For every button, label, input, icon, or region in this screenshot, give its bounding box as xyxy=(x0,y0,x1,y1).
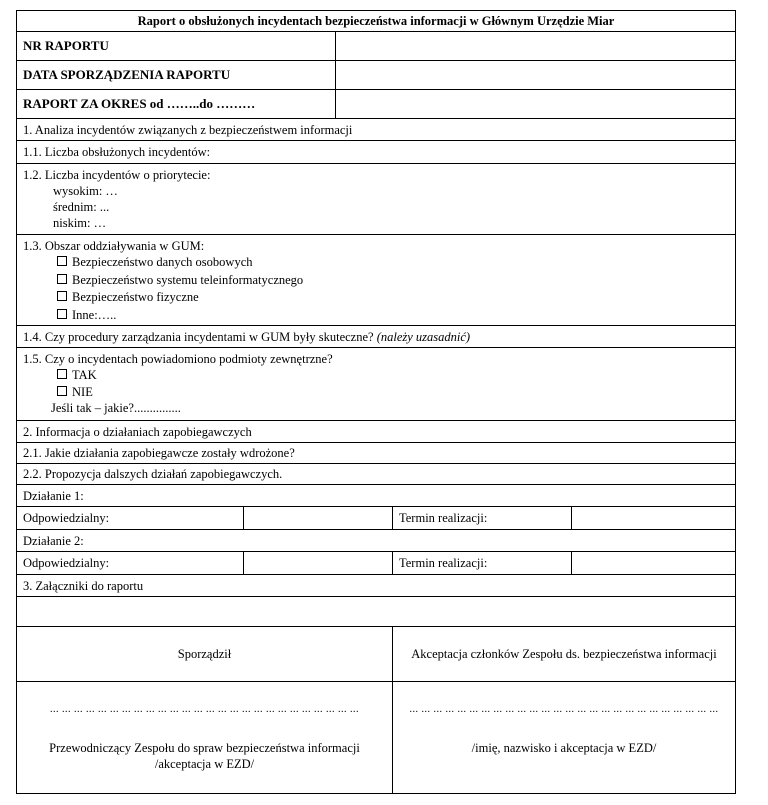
option-it-system[interactable] xyxy=(57,272,729,290)
question-1-3-label: 1.3. Obszar oddziaływania w GUM: xyxy=(23,239,205,253)
question-1-4-note: (należy uzasadnić) xyxy=(376,329,471,344)
checkbox-icon[interactable] xyxy=(57,369,67,379)
prepared-by-label: Sporządził xyxy=(17,627,393,682)
accepted-by-label: Akceptacja członków Zespołu ds. bezpieczeństwa informacji xyxy=(393,627,736,682)
section-2-heading: 2. Informacja o działaniach zapobiegawczych xyxy=(17,421,736,443)
question-1-5 xyxy=(17,348,736,421)
question-1-3 xyxy=(17,235,736,326)
chair-title: Przewodniczący Zespołu do spraw bezpieczeństwa informacji xyxy=(49,741,360,755)
checkbox-icon[interactable] xyxy=(57,386,67,396)
option-yes[interactable] xyxy=(57,367,729,384)
members-acceptance: /imię, nazwisko i akceptacja w EZD/ xyxy=(471,741,657,755)
option-label: Inne:….. xyxy=(72,307,117,322)
action-1-deadline-label: Termin realizacji: xyxy=(393,507,572,530)
incident-report-form xyxy=(16,10,736,794)
priority-high: wysokim: … xyxy=(53,184,118,198)
report-date-field[interactable] xyxy=(336,61,736,90)
form-title: Raport o obsłużonych incydentach bezpieczeństwa informacji w Głównym Urzędzie Miar xyxy=(17,11,736,32)
accepted-by-signature[interactable] xyxy=(393,682,736,794)
priority-medium: średnim: ... xyxy=(53,200,110,214)
report-period-label: RAPORT ZA OKRES od ……..do ……… xyxy=(17,90,336,119)
action-2-deadline-label: Termin realizacji: xyxy=(393,552,572,575)
signature-dots-right: ... ... ... ... ... ... ... ... ... ... ... ... ... ... ... ... ... ... ... ... ... ... ... ... ... ... xyxy=(409,704,719,715)
checkbox-icon[interactable] xyxy=(57,256,67,266)
checkbox-icon[interactable] xyxy=(57,291,67,301)
section-3-heading: 3. Załączniki do raportu xyxy=(17,575,736,597)
question-1-4[interactable] xyxy=(17,326,736,348)
action-1-deadline-field[interactable] xyxy=(572,507,736,530)
prepared-by-signature[interactable] xyxy=(17,682,393,794)
question-2-1[interactable]: 2.1. Jakie działania zapobiegawcze zostały wdrożone? xyxy=(17,443,736,464)
report-number-field[interactable] xyxy=(336,32,736,61)
option-label: Bezpieczeństwo systemu teleinformatycznego xyxy=(72,272,304,287)
question-1-1[interactable]: 1.1. Liczba obsłużonych incydentów: xyxy=(17,141,736,164)
option-label: Bezpieczeństwo danych osobowych xyxy=(72,255,253,269)
action-2-responsible-label: Odpowiedzialny: xyxy=(17,552,244,575)
option-no[interactable] xyxy=(57,384,729,401)
chair-acceptance: /akceptacja w EZD/ xyxy=(154,757,255,771)
report-number-label: NR RAPORTU xyxy=(17,32,336,61)
report-period-field[interactable] xyxy=(336,90,736,119)
action-2-responsible-field[interactable] xyxy=(244,552,393,575)
action-2-label[interactable]: Działanie 2: xyxy=(17,530,736,552)
action-1-label[interactable]: Działanie 1: xyxy=(17,485,736,507)
question-2-2[interactable]: 2.2. Propozycja dalszych działań zapobiegawczych. xyxy=(17,464,736,485)
option-label: Bezpieczeństwo fizyczne xyxy=(72,290,199,304)
which-entities[interactable]: Jeśli tak – jakie?............... xyxy=(51,401,181,415)
section-1-heading: 1. Analiza incydentów związanych z bezpieczeństwem informacji xyxy=(17,119,736,141)
action-1-responsible-field[interactable] xyxy=(244,507,393,530)
checkbox-icon[interactable] xyxy=(57,309,67,319)
option-physical[interactable] xyxy=(57,289,729,307)
question-1-5-label: 1.5. Czy o incydentach powiadomiono podmioty zewnętrzne? xyxy=(23,352,333,366)
action-1-responsible-label: Odpowiedzialny: xyxy=(17,507,244,530)
report-date-label: DATA SPORZĄDZENIA RAPORTU xyxy=(17,61,336,90)
signature-dots-left: ... ... ... ... ... ... ... ... ... ... ... ... ... ... ... ... ... ... ... ... ... ... ... ... ... ... xyxy=(50,704,359,715)
option-label: NIE xyxy=(72,384,93,399)
question-1-2[interactable] xyxy=(17,164,736,235)
action-2-deadline-field[interactable] xyxy=(572,552,736,575)
option-other[interactable] xyxy=(57,307,729,325)
question-1-2-label: 1.2. Liczba incydentów o priorytecie: xyxy=(23,168,211,182)
checkbox-icon[interactable] xyxy=(57,274,67,284)
option-personal-data[interactable] xyxy=(57,254,729,272)
question-1-4-label: 1.4. Czy procedury zarządzania incydentami w GUM były skuteczne? xyxy=(23,329,374,344)
priority-low: niskim: … xyxy=(53,216,107,230)
attachments-field[interactable] xyxy=(17,597,736,627)
option-label: TAK xyxy=(72,368,97,382)
